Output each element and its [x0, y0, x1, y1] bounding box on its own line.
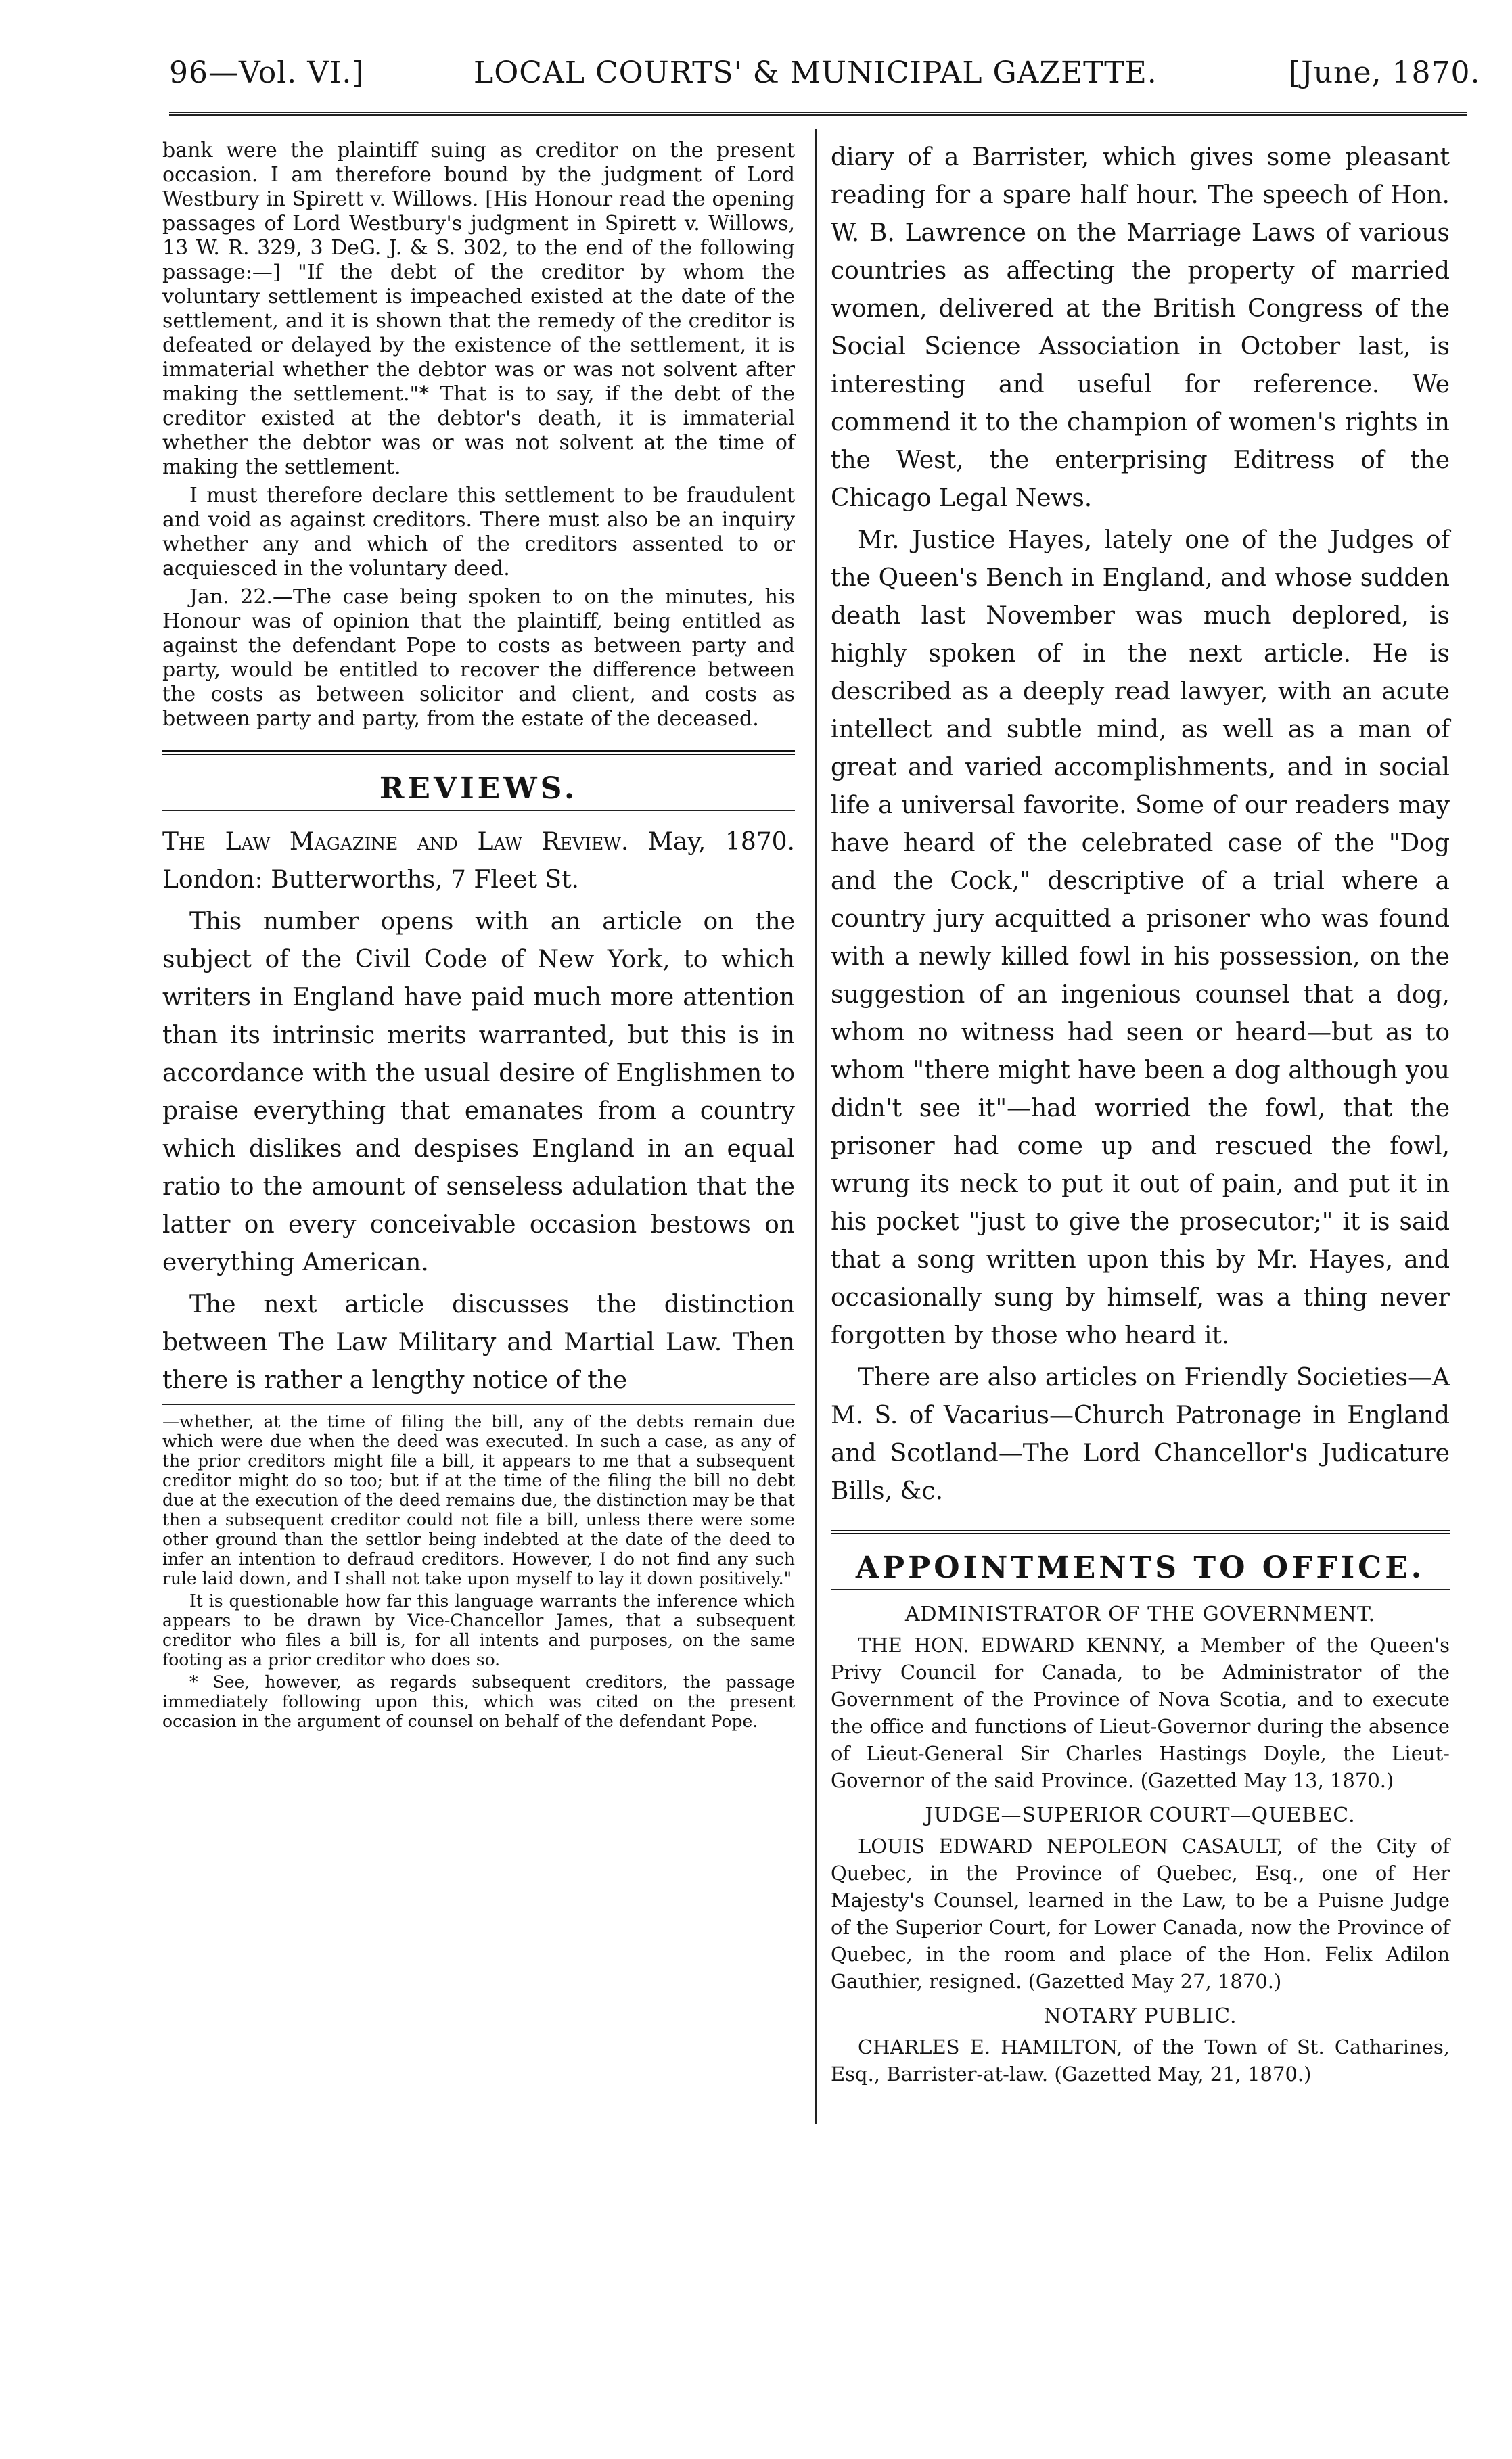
footnote-text: * See, however, as regards subsequent creditors, the passage immediately following upon this, which was cited on the present occasion in the argument of counsel on behalf of the defendant Pope.: [162, 1672, 795, 1731]
appointment-title: ADMINISTRATOR OF THE GOVERNMENT.: [904, 1603, 1376, 1626]
page-number: 96—Vol. VI.]: [169, 55, 365, 90]
appointment-text: THE HON. EDWARD KENNY, a Member of the Queen's Privy Council for Canada, to be Administrator of the Government of the Province of Nova Scotia, and to execute the office and functions of Lieut-Governor during the absence of Lieut-General Sir Charles Hastings Doyle, the Lieut-Governor of the said Province. (Gazetted May 13, 1870.): [831, 1634, 1450, 1792]
footnotes: [162, 1412, 795, 1731]
review-journal-title: The Law Magazine and Law Review.: [162, 828, 629, 856]
review-paragraph: Mr. Justice Hayes, lately one of the Judges of the Queen's Bench in England, and whose sudden death last November was much deplored, is highly spoken of in the next article. He is described as a deeply read lawyer, with an acute intellect and subtle mind, as well as a man of great and varied accomplishments, and in social life a universal favorite. Some of our readers may have heard of the celebrated case of the "Dog and the Cock," descriptive of a trial where a country jury acquitted a prisoner who was found with a newly killed fowl in his possession, on the suggestion of an ingenious counsel that a dog, whom no witness had seen or heard—but as to whom "there might have been a dog although you didn't see it"—had worried the fowl, that the prisoner had come up and rescued the fowl, wrung its neck to put it out of pain, and put it in his pocket "just to give the prosecutor;" it is said that a song written upon this by Mr. Hayes, and occasionally sung by himself, was a thing never forgotten by those who heard it.: [831, 526, 1450, 1350]
review-paragraph: This number opens with an article on the subject of the Civil Code of New York, to which writers in England have paid much more attention than its intrinsic merits warranted, but this is in accordance with the usual desire of Englishmen to praise everything that emanates from a country which dislikes and despises England in an equal ratio to the amount of senseless adulation that the latter on every conceivable occasion bestows on everything American.: [162, 908, 795, 1277]
appointment-title: NOTARY PUBLIC.: [1043, 2004, 1237, 2028]
judgment-paragraph: Jan. 22.—The case being spoken to on the minutes, his Honour was of opinion that the plaintiff, being entitled as against the defendant Pope to costs as between party and party, would be entitled to recover the difference between the costs as between solicitor and client, and costs as between party and party, from the estate of the deceased.: [162, 585, 795, 731]
column-divider: [815, 129, 817, 2124]
issue-date: [June, 1870.: [1289, 55, 1481, 90]
review-citation: [162, 823, 795, 899]
review-text: [162, 823, 795, 1400]
footnote-rule: [162, 1404, 795, 1405]
appointment-title: JUDGE—SUPERIOR COURT—QUEBEC.: [925, 1803, 1356, 1827]
review-continued: [831, 139, 1450, 1511]
review-paragraph: The next article discusses the distinction between The Law Military and Martial Law. Then there is rather a lengthy notice of the: [162, 1291, 795, 1394]
right-column: [831, 139, 1450, 2090]
appointments-list: [831, 1603, 1450, 2088]
appointment-text: LOUIS EDWARD NEPOLEON CASAULT, of the City of Quebec, in the Province of Quebec, Esq., one of Her Majesty's Counsel, learned in the Law, to be a Puisne Judge of the Superior Court, for Lower Canada, now the Province of Quebec, in the room and place of the Hon. Felix Adilon Gauthier, resigned. (Gazetted May 27, 1870.): [831, 1835, 1450, 1993]
judgment-text: [162, 139, 795, 731]
publication-title: LOCAL COURTS' & MUNICIPAL GAZETTE.: [474, 55, 1158, 90]
judgment-paragraph: bank were the plaintiff suing as creditor on the present occasion. I am therefore bound by the judgment of Lord Westbury in Spirett v. Willows. [His Honour read the opening passages of Lord Westbury's judgment in Spirett v. Willows, 13 W. R. 329, 3 DeG. J. & S. 302, to the end of the following passage:—] "If the debt of the creditor by whom the voluntary settlement is impeached existed at the date of the settlement, and it is shown that the remedy of the creditor is defeated or delayed by the existence of the settlement, it is immaterial whether the debtor was or was not solvent after making the settlement."* That is to say, if the debt of the creditor existed at the debtor's death, it is immaterial whether the debtor was or was not solvent at the time of making the settlement.: [162, 139, 795, 479]
appointment-text: CHARLES E. HAMILTON, of the Town of St. Catharines, Esq., Barrister-at-law. (Gazetted May, 21, 1870.): [831, 2036, 1450, 2086]
left-column: [162, 139, 795, 1734]
review-paragraph: diary of a Barrister, which gives some pleasant reading for a spare half hour. The speech of Hon. W. B. Lawrence on the Marriage Laws of various countries as affecting the property of married women, delivered at the British Congress of the Social Science Association in October last, is interesting and useful for reference. We commend it to the champion of women's rights in the West, the enterprising Editress of the Chicago Legal News.: [831, 143, 1450, 512]
review-paragraph: There are also articles on Friendly Societies—A M. S. of Vacarius—Church Patronage in England and Scotland—The Lord Chancellor's Judicature Bills, &c.: [831, 1364, 1450, 1505]
header-rule: [169, 112, 1467, 116]
section-divider: [162, 750, 795, 755]
judgment-paragraph: I must therefore declare this settlement to be fraudulent and void as against creditors. There must also be an inquiry whether any and which of the creditors assented to or acquiesced in the voluntary deed.: [162, 484, 795, 580]
footnote-text: It is questionable how far this language warrants the inference which appears to be drawn by Vice-Chancellor James, that a subsequent creditor who files a bill is, for all intents and purposes, on the same footing as a prior creditor who does so.: [162, 1591, 795, 1670]
heading-rule: [162, 810, 795, 811]
footnote-text: —whether, at the time of filing the bill, any of the debts remain due which were due when the deed was executed. In such a case, as any of the prior creditors might file a bill, it appears to me that a subsequent creditor might do so too; but if at the time of the filing the bill no debt due at the execution of the deed remains due, the distinction may be that then a subsequent creditor could not file a bill, unless there were some other ground than the settlor being indebted at the date of the deed to infer an intention to defraud creditors. However, I do not find any such rule laid down, and I shall not take upon myself to lay it down positively.": [162, 1412, 795, 1588]
appointments-heading: APPOINTMENTS TO OFFICE.: [855, 1550, 1425, 1585]
heading-rule: [831, 1589, 1450, 1590]
reviews-heading: REVIEWS.: [379, 771, 578, 806]
section-divider: [831, 1530, 1450, 1534]
review-journal-details: May, 1870. London: Butterworths, 7 Fleet St.: [162, 828, 795, 894]
